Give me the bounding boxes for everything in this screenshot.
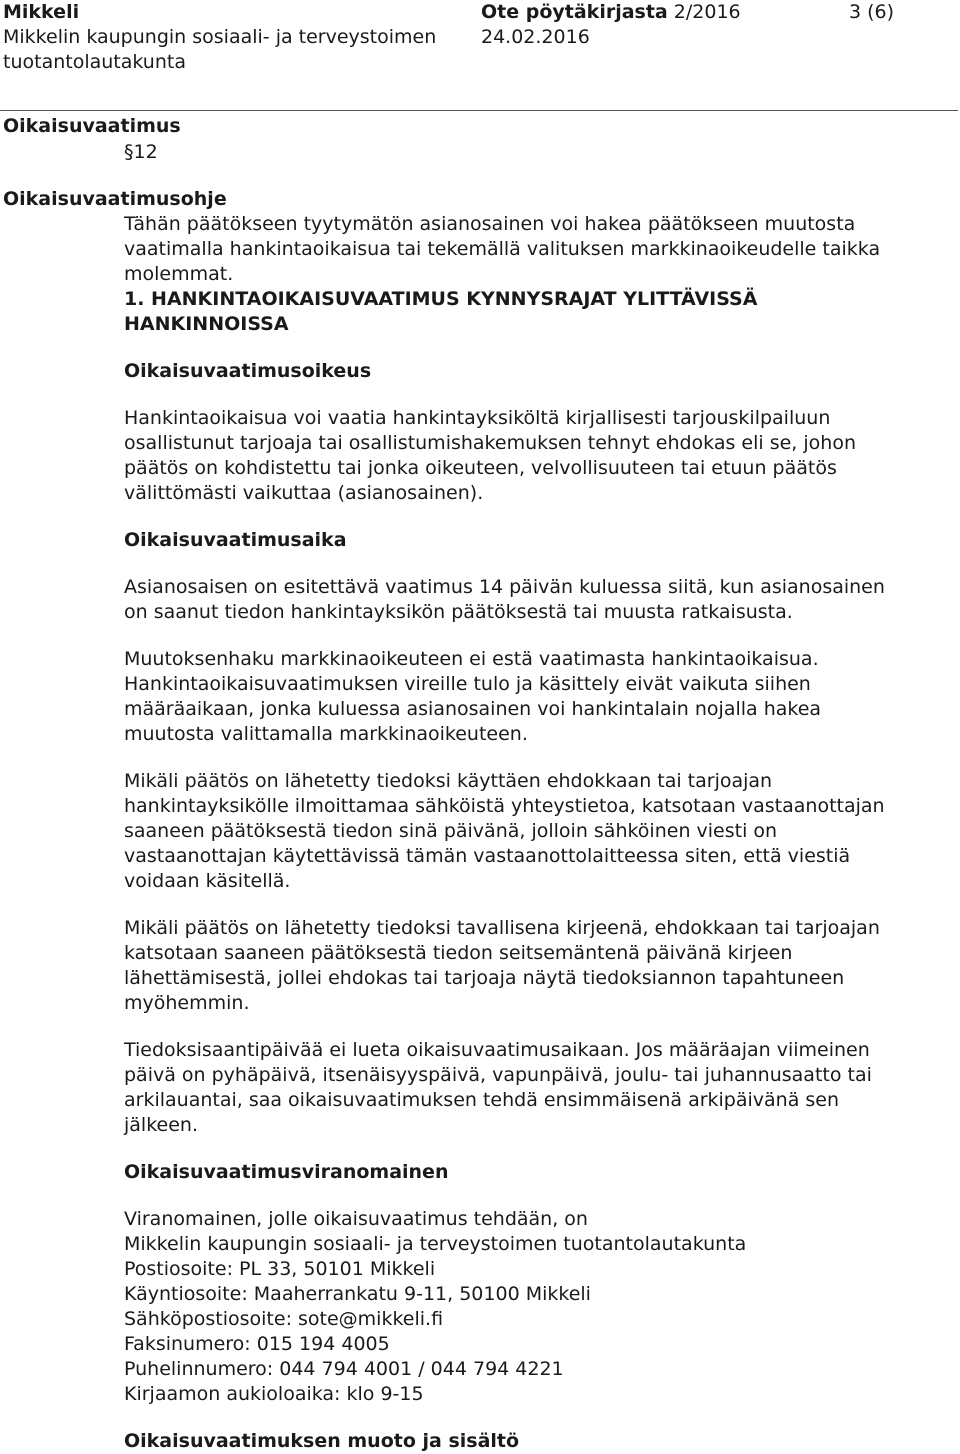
authority-line: Viranomainen, jolle oikaisuvaatimus tehdään, on <box>124 1208 588 1230</box>
authority-line: Kirjaamon aukioloaika: klo 9-15 <box>124 1383 424 1405</box>
authority-line: Mikkelin kaupungin sosiaali- ja terveystoimen tuotantolautakunta <box>124 1233 747 1255</box>
authority-line: Sähköpostiosoite: sote@mikkeli.fi <box>124 1308 444 1330</box>
paragraph-aika-3: Mikäli päätös on lähetetty tiedoksi käyttäen ehdokkaan tai tarjoajan hankintayksikölle ilmoittamaa sähköistä yhteystietoa, katsotaan vastaanottajan saaneen päätöksestä tiedon sinä päivänä, jolloin sähköinen viesti on vastaanottajan käytettävissä tämän vastaanottolaitteessa siten, että viestiä voidaan käsitellä. <box>124 770 885 892</box>
section-title-ohje: Oikaisuvaatimusohje <box>3 188 227 210</box>
header-organization <box>3 0 463 75</box>
section-title-oikaisuvaatimus: Oikaisuvaatimus <box>3 115 181 137</box>
page-number: 3 (6) <box>848 1 894 23</box>
org-name: Mikkeli <box>3 1 80 23</box>
authority-line: Puhelinnumero: 044 794 4001 / 044 794 4221 <box>124 1358 564 1380</box>
document-title: Ote pöytäkirjasta <box>481 1 668 23</box>
paragraph-number: §12 <box>124 141 158 163</box>
meeting-date: 24.02.2016 <box>481 26 590 48</box>
header-document-info <box>481 0 741 50</box>
committee-name-line1: Mikkelin kaupungin sosiaali- ja terveystoimen <box>3 26 437 48</box>
paragraph-aika-2: Muutoksenhaku markkinaoikeuteen ei estä vaatimasta hankintaoikaisua. Hankintaoikaisuvaatimuksen vireille tulo ja käsittely eivät vaikuta siihen määräaikaan, jonka kuluessa asianosainen voi hankintalain nojalla hakea muutosta valittamalla markkinaoikeuteen. <box>124 648 822 745</box>
paragraph-aika-4: Mikäli päätös on lähetetty tiedoksi tavallisena kirjeenä, ehdokkaan tai tarjoajan katsotaan saaneen päätöksestä tiedon seitsemäntenä päivänä kirjeen lähettämisestä, jollei ehdokas tai tarjoaja näytä tiedoksiannon tapahtuneen myöhemmin. <box>124 917 880 1014</box>
numbered-heading: 1. HANKINTAOIKAISUVAATIMUS KYNNYSRAJAT YLITTÄVISSÄ HANKINNOISSA <box>124 288 758 335</box>
authority-line: Käyntiosoite: Maaherrankatu 9-11, 50100 Mikkeli <box>124 1283 591 1305</box>
document-number: 2/2016 <box>673 1 741 23</box>
heading-oikaisuvaatimusaika: Oikaisuvaatimusaika <box>124 529 347 551</box>
committee-name-line2: tuotantolautakunta <box>3 51 186 73</box>
paragraph-aika-5: Tiedoksisaantipäivää ei lueta oikaisuvaatimusaikaan. Jos määräajan viimeinen päivä on pyhäpäivä, itsenäisyyspäivä, vapunpäivä, joulu- tai juhannusaatto tai arkilauantai, saa oikaisuvaatimuksen tehdä ensimmäisenä arkipäivänä sen jälkeen. <box>124 1039 872 1136</box>
authority-line: Postiosoite: PL 33, 50101 Mikkeli <box>124 1258 436 1280</box>
paragraph-oikeus: Hankintaoikaisua voi vaatia hankintayksiköltä kirjallisesti tarjouskilpailuun osallistunut tarjoaja tai osallistumishakemuksen tehnyt ehdokas eli se, johon päätös on kohdistettu tai jonka oikeuteen, velvollisuuteen tai etuun päätös välittömästi vaikuttaa (asianosainen). <box>124 407 856 504</box>
heading-viranomainen: Oikaisuvaatimusviranomainen <box>124 1161 449 1183</box>
heading-oikaisuvaatimusoikeus: Oikaisuvaatimusoikeus <box>124 360 372 382</box>
heading-muoto-ja-sisalto: Oikaisuvaatimuksen muoto ja sisältö <box>124 1430 520 1452</box>
paragraph-aika-1: Asianosaisen on esitettävä vaatimus 14 päivän kuluessa siitä, kun asianosainen on saanut tiedon hankintayksikön päätöksestä tai muusta ratkaisusta. <box>124 576 885 623</box>
page-content <box>0 114 960 1454</box>
authority-line: Faksinumero: 015 194 4005 <box>124 1333 390 1355</box>
header-divider <box>0 110 958 111</box>
page-header <box>0 0 960 112</box>
intro-paragraph: Tähän päätökseen tyytymätön asianosainen voi hakea päätökseen muutosta vaatimalla hankintaoikaisua tai tekemällä valituksen markkinaoikeudelle taikka molemmat. <box>124 213 881 285</box>
authority-address-block <box>0 1207 960 1407</box>
